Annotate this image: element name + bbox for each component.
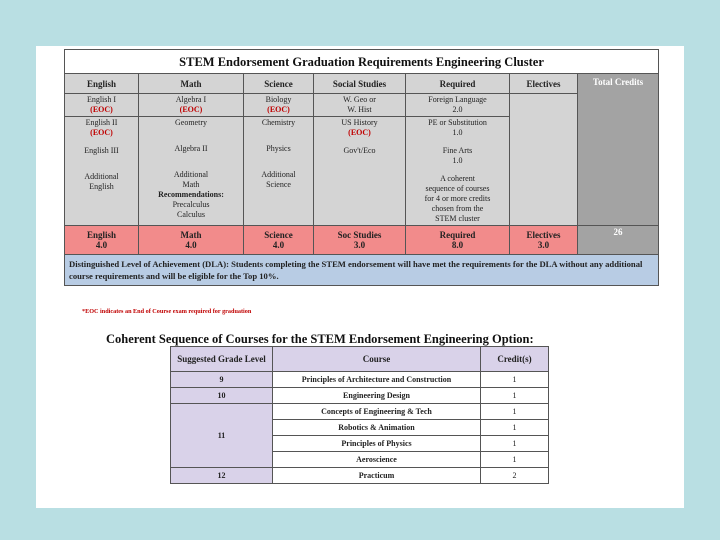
header-math: Math [139,74,244,94]
social-courses-1: W. Geo or W. Hist [314,94,406,117]
summary-total: 26 [578,226,659,255]
header-social-studies: Social Studies [314,74,406,94]
credit-summary-row [65,226,659,255]
credit-cell: 1 [481,388,549,404]
course-sequence-table [170,346,549,484]
header-grade-level: Suggested Grade Level [171,347,273,372]
document-page [36,46,684,508]
course-cell: Robotics & Animation [273,420,481,436]
table-row [171,404,549,420]
sequence-heading: Coherent Sequence of Courses for the STEM Endorsement Engineering Option: [106,332,534,346]
course-body-row-1 [65,94,659,117]
english-courses-2: English II (EOC) English III Additional English [65,117,139,226]
table-row [171,468,549,484]
summary-math: Math 4.0 [139,226,244,255]
table-row [171,388,549,404]
credit-cell: 1 [481,452,549,468]
credit-cell: 1 [481,404,549,420]
required-courses-1: Foreign Language 2.0 [406,94,510,117]
course-cell: Concepts of Engineering & Tech [273,404,481,420]
electives-cell [510,94,578,226]
math-courses-2: Geometry Algebra II Additional Math Recommendations: Precalculus Calculus [139,117,244,226]
header-credits: Credit(s) [481,347,549,372]
header-english: English [65,74,139,94]
course-cell: Principles of Physics [273,436,481,452]
english-courses-1: English I (EOC) [65,94,139,117]
grade-cell: 10 [171,388,273,404]
eoc-footnote: *EOC indicates an End of Course exam required for graduation [82,308,252,315]
science-courses-2: Chemistry Physics Additional Science [244,117,314,226]
table-row [171,372,549,388]
math-courses-1: Algebra I (EOC) [139,94,244,117]
table-title: STEM Endorsement Graduation Requirements Engineering Cluster [65,50,659,74]
summary-social-studies: Soc Studies 3.0 [314,226,406,255]
summary-required: Required 8.0 [406,226,510,255]
credit-cell: 1 [481,436,549,452]
requirements-table [64,49,659,286]
header-total-credits: Total Credits [578,74,659,226]
dla-note: Distinguished Level of Achievement (DLA): Students completing the STEM endorsement will have met the requirements for the DLA without any additional course requirements and will be eligible for the Top 10%. [65,255,659,286]
social-courses-2: US History (EOC) Gov't/Eco [314,117,406,226]
course-cell: Practicum [273,468,481,484]
summary-electives: Electives 3.0 [510,226,578,255]
science-courses-1: Biology (EOC) [244,94,314,117]
header-science: Science [244,74,314,94]
credit-cell: 1 [481,372,549,388]
course-cell: Principles of Architecture and Construction [273,372,481,388]
header-row [65,74,659,94]
summary-science: Science 4.0 [244,226,314,255]
credit-cell: 2 [481,468,549,484]
sequence-header-row [171,347,549,372]
grade-cell: 11 [171,404,273,468]
summary-english: English 4.0 [65,226,139,255]
header-course: Course [273,347,481,372]
required-courses-2: PE or Substitution 1.0 Fine Arts 1.0 A coherent sequence of courses for 4 or more credits chosen from the STEM cluster [406,117,510,226]
credit-cell: 1 [481,420,549,436]
course-cell: Engineering Design [273,388,481,404]
course-cell: Aeroscience [273,452,481,468]
grade-cell: 12 [171,468,273,484]
header-required: Required [406,74,510,94]
grade-cell: 9 [171,372,273,388]
header-electives: Electives [510,74,578,94]
